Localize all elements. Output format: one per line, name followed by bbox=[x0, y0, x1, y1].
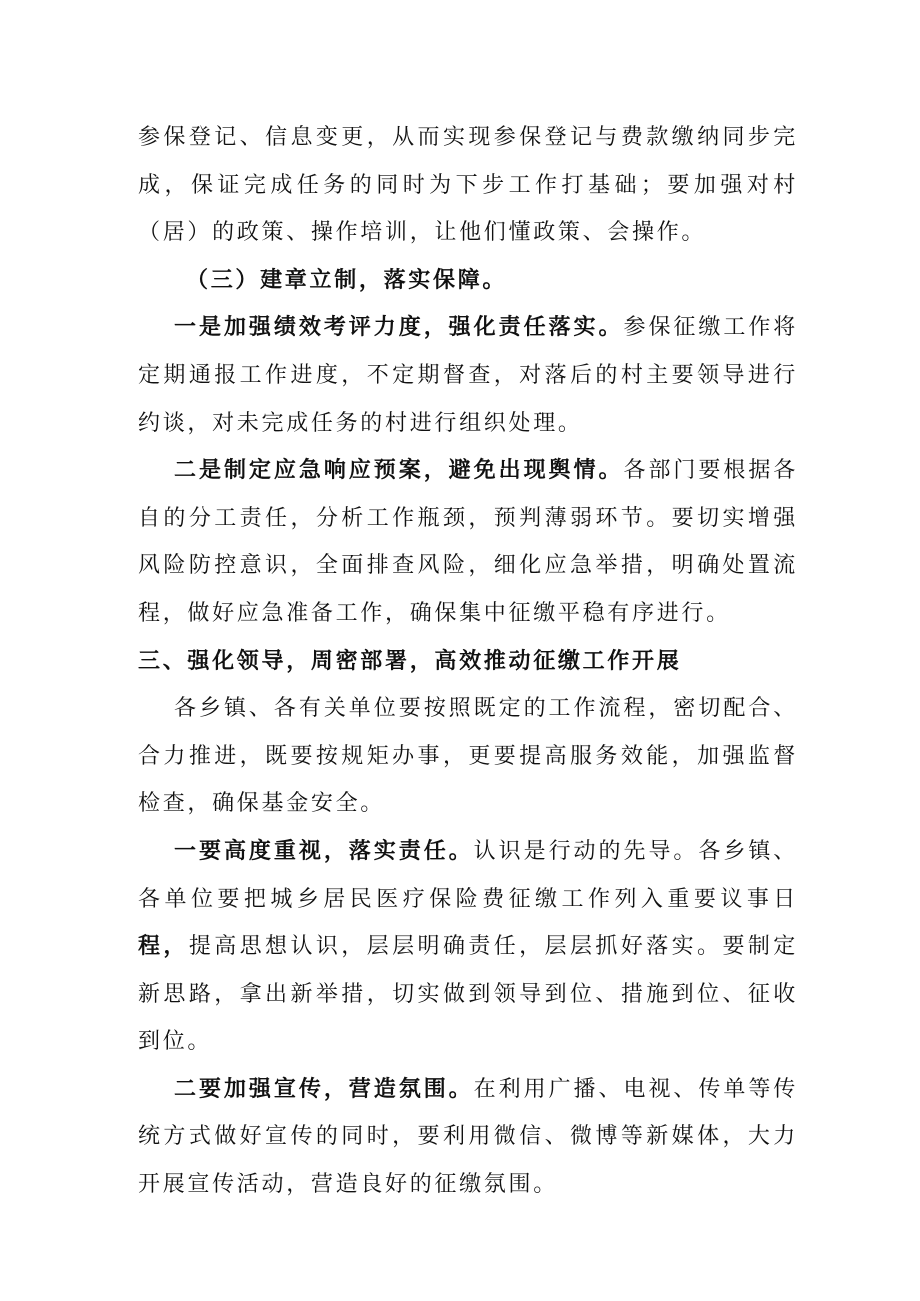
paragraph-lead: 一是加强绩效考评力度，强化责任落实。 bbox=[174, 314, 624, 341]
document-page bbox=[138, 114, 798, 1209]
paragraph-continuation: 参保登记、信息变更，从而实现参保登记与费款缴纳同步完成，保证完成任务的同时为下步工作打基础；要加强对村（居）的政策、操作培训，让他们懂政策、会操作。 bbox=[138, 125, 798, 246]
paragraph-section-intro: 各乡镇、各有关单位要按照既定的工作流程，密切配合、合力推进，既要按规矩办事，更要提高服务效能，加强监督检查，确保基金安全。 bbox=[138, 696, 798, 817]
paragraph-lead: 二是制定应急响应预案，避免出现舆情。 bbox=[174, 457, 624, 484]
section-heading-3: 三、强化领导，周密部署，高效推动征缴工作开展 bbox=[138, 647, 682, 674]
paragraph-body: 参保征缴工作将定期通报工作进度，不定期督查，对落后的村主要领导进行约谈，对未完成任务的村进行组织处理。 bbox=[138, 315, 798, 436]
paragraph-emergency-plan bbox=[138, 447, 798, 637]
paragraph-body: 各部门要根据各自的分工责任，分析工作瓶颈，预判薄弱环节。要切实增强风险防控意识，全面排查风险，细化应急举措，明确处置流程，做好应急准备工作，确保集中征缴平稳有序进行。 bbox=[138, 458, 798, 626]
paragraph-lead: 一要高度重视，落实责任。 bbox=[174, 837, 474, 864]
paragraph-body: 提高思想认识，层层明确责任，层层抓好落实。要制定新思路，拿出新举措，切实做到领导到位、措施到位、征收到位。 bbox=[138, 934, 798, 1055]
paragraph-performance-review bbox=[138, 304, 798, 447]
paragraph-publicity bbox=[138, 1066, 798, 1209]
paragraph-body: 在利用广播、电视、传单等传统方式做好宣传的同时，要利用微信、微博等新媒体，大力开展宣传活动，营造良好的征缴氛围。 bbox=[138, 1076, 798, 1198]
paragraph-attention bbox=[138, 828, 798, 1066]
paragraph-body: 认识是行动的先导。各乡镇、各单位要把城乡居民医疗保险费征缴工作列入重要议事日 bbox=[138, 838, 798, 912]
paragraph-lead: 二要加强宣传，营造氛围。 bbox=[174, 1075, 474, 1102]
subsection-heading-3: （三）建章立制，落实保障。 bbox=[186, 266, 508, 293]
paragraph-body-bold: 程， bbox=[138, 933, 189, 960]
